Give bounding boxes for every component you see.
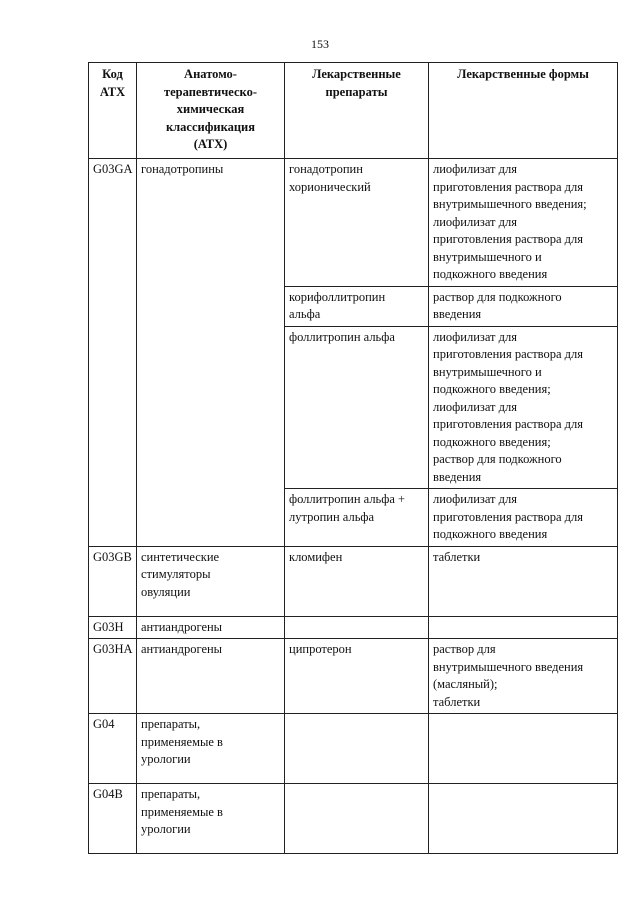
form-cell: лиофилизат для приготовления раствора для подкожного введения xyxy=(429,489,618,547)
code-cell: G03HA xyxy=(89,639,137,714)
table-header-row xyxy=(89,63,618,159)
drug-cell: кломифен xyxy=(285,546,429,616)
atx-classification-table xyxy=(88,62,618,854)
form-cell: раствор для подкожного введения xyxy=(429,286,618,326)
table-row xyxy=(89,784,618,854)
drug-cell xyxy=(285,714,429,784)
drug-cell: корифоллитропин альфа xyxy=(285,286,429,326)
classification-cell: препараты, применяемые в урологии xyxy=(137,784,285,854)
drug-cell: гонадотропин хорионический xyxy=(285,159,429,287)
form-cell: лиофилизат для приготовления раствора для внутримышечного и подкожного введения; лиофилизат для приготовления раствора для подкожного введения; раствор для подкожного введения xyxy=(429,326,618,489)
header-drugs: Лекарственные препараты xyxy=(285,63,429,159)
classification-cell: антиандрогены xyxy=(137,639,285,714)
header-code: Код АТХ xyxy=(89,63,137,159)
form-cell: таблетки xyxy=(429,546,618,616)
form-cell: раствор для внутримышечного введения (масляный); таблетки xyxy=(429,639,618,714)
classification-cell: гонадотропины xyxy=(137,159,285,547)
code-cell: G03GB xyxy=(89,546,137,616)
table-row xyxy=(89,714,618,784)
code-cell: G04 xyxy=(89,714,137,784)
classification-cell: синтетические стимуляторы овуляции xyxy=(137,546,285,616)
code-cell: G03GA xyxy=(89,159,137,547)
classification-cell: антиандрогены xyxy=(137,616,285,639)
drug-cell xyxy=(285,784,429,854)
table-row xyxy=(89,639,618,714)
form-cell xyxy=(429,616,618,639)
drug-cell: ципротерон xyxy=(285,639,429,714)
table-row xyxy=(89,546,618,616)
classification-cell: препараты, применяемые в урологии xyxy=(137,714,285,784)
table-row xyxy=(89,159,618,287)
form-cell xyxy=(429,784,618,854)
header-forms: Лекарственные формы xyxy=(429,63,618,159)
code-cell: G03H xyxy=(89,616,137,639)
code-cell: G04B xyxy=(89,784,137,854)
drug-cell: фоллитропин альфа xyxy=(285,326,429,489)
form-cell xyxy=(429,714,618,784)
form-cell: лиофилизат для приготовления раствора для внутримышечного введения; лиофилизат для приготовления раствора для внутримышечного и подкожного введения xyxy=(429,159,618,287)
drug-cell xyxy=(285,616,429,639)
drug-cell: фоллитропин альфа + лутропин альфа xyxy=(285,489,429,547)
header-classification: Анатомо- терапевтическо- химическая классификация (АТХ) xyxy=(137,63,285,159)
table-row xyxy=(89,616,618,639)
page-number: 153 xyxy=(311,37,329,51)
